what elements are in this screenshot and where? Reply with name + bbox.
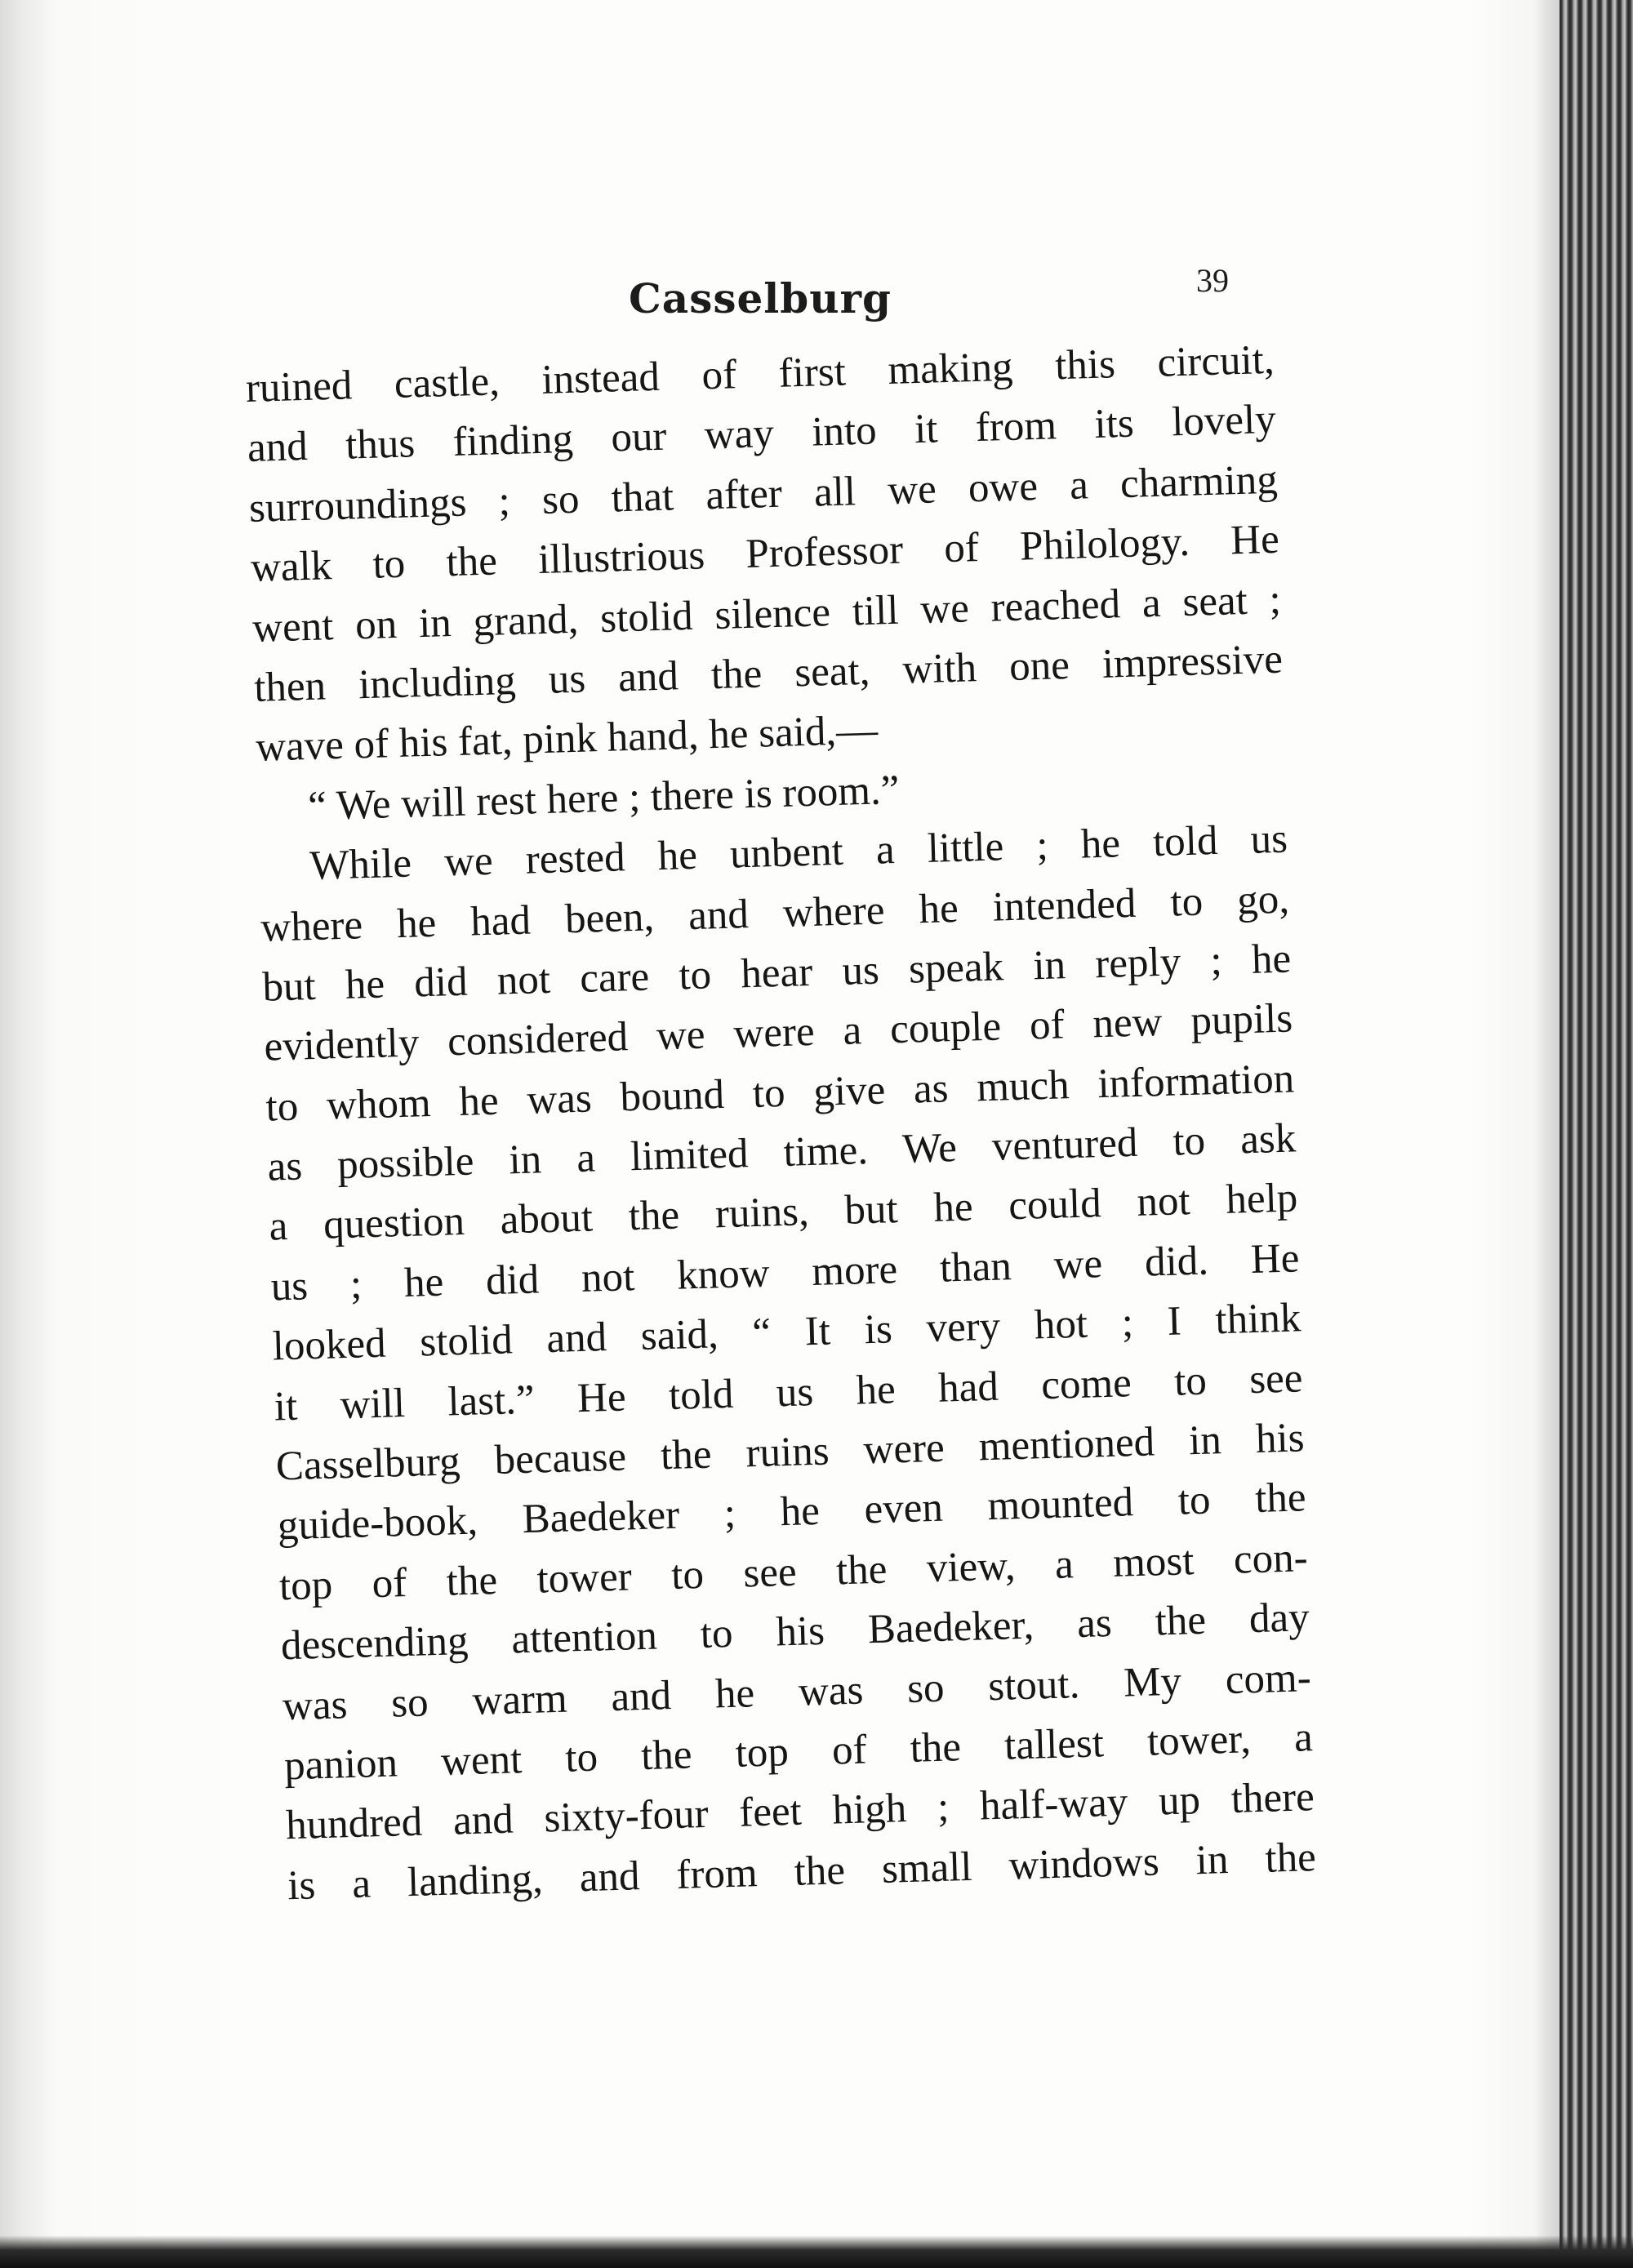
- text-line: While we rested he unbent a little ; he told us: [309, 816, 1288, 890]
- page-number: 39: [1196, 262, 1229, 299]
- text-line: descending attention to his Baedeker, as the day: [280, 1594, 1310, 1670]
- body-text: [245, 331, 1317, 1917]
- text-line: panion went to the top of the tallest tower, a: [283, 1714, 1314, 1790]
- text-line: top of the tower to see the view, a most con-: [278, 1535, 1309, 1610]
- text-line: and thus finding our way into it from its lovely: [247, 397, 1277, 472]
- text-line: walk to the illustrious Professor of Philology. He: [250, 516, 1280, 592]
- text-line: to whom he was bound to give as much information: [265, 1056, 1295, 1131]
- text-line: was so warm and he was so stout. My com-: [282, 1654, 1312, 1729]
- text-line: “ We will rest here ; there is room.”: [307, 767, 901, 829]
- text-line: ruined castle, instead of first making this circuit,: [245, 336, 1275, 411]
- page-edge-shadow: [1535, 0, 1560, 2268]
- text-line: us ; he did not know more than we did. He: [269, 1235, 1301, 1310]
- text-line: a question about the ruins, but he could not help: [268, 1175, 1298, 1251]
- text-line: surroundings ; so that after all we owe a charming: [248, 456, 1279, 531]
- text-line: wave of his fat, pink hand, he said,—: [255, 707, 879, 772]
- gutter-shadow: [0, 0, 57, 2268]
- text-line: as possible in a limited time. We ventured to ask: [266, 1115, 1297, 1190]
- text-line: looked stolid and said, “ It is very hot ; I think: [272, 1295, 1302, 1370]
- text-line: then including us and the seat, with one impressive: [253, 636, 1284, 711]
- text-line: is a landing, and from the small windows in the: [287, 1834, 1317, 1910]
- text-line: guide-book, Baedeker ; he even mounted to the: [277, 1474, 1307, 1550]
- running-head: Casselburg: [629, 274, 892, 322]
- text-line: where he had been, and where he intended to go,: [260, 876, 1290, 951]
- text-line: evidently considered we were a couple of new pupils: [263, 995, 1293, 1070]
- text-line: Casselburg because the ruins were mentioned in his: [275, 1415, 1306, 1490]
- page-block-edge: [1560, 0, 1633, 2268]
- text-line: went on in grand, stolid silence till we reached a seat ;: [251, 576, 1282, 651]
- text-line: it will last.” He told us he had come to see: [274, 1354, 1304, 1430]
- text-line: hundred and sixty-four feet high ; half-way up there: [285, 1774, 1315, 1849]
- page-header: [621, 261, 1241, 327]
- page-bottom-edge: [0, 2235, 1633, 2268]
- text-line: but he did not care to hear us speak in reply ; he: [261, 936, 1292, 1011]
